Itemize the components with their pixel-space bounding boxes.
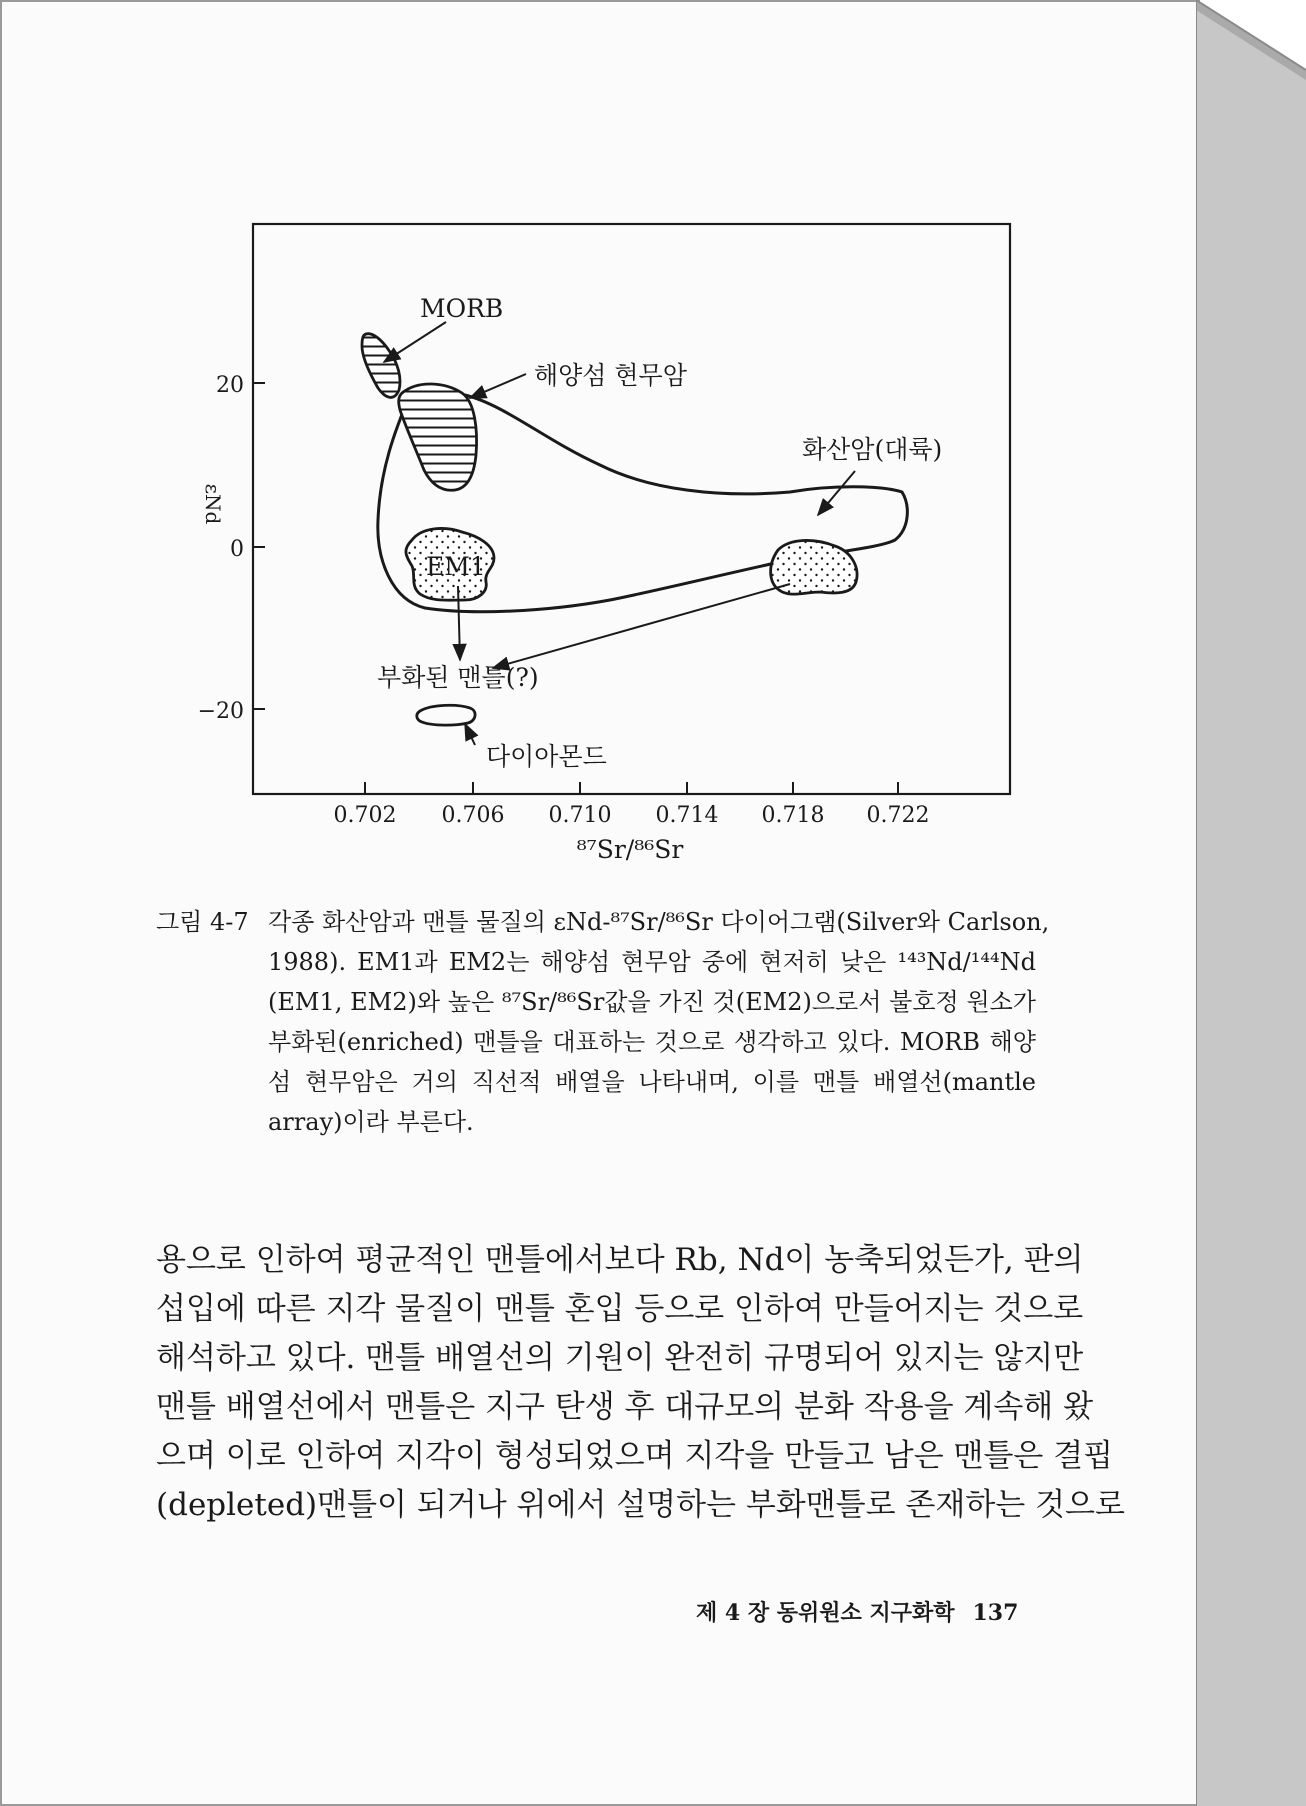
ocean-island-basalt-region [399, 384, 477, 490]
y-axis-label: εNd [201, 483, 225, 525]
body-line: 섭입에 따른 지각 물질이 맨틀 혼입 등으로 인하여 만들어지는 것으로 [156, 1291, 1084, 1327]
caption-label: 그림 4-7 [156, 908, 249, 936]
morb-label: MORB [420, 294, 504, 323]
book-page-edge [1196, 0, 1306, 1806]
diamond-region [417, 705, 475, 725]
caption-line: 각종 화산암과 맨틀 물질의 εNd-⁸⁷Sr/⁸⁶Sr 다이어그램(Silver와 Carlson, [268, 908, 1050, 936]
x-tick-label: 0.710 [548, 803, 612, 828]
continental-arrow [818, 471, 855, 515]
x-ticks [365, 782, 898, 794]
caption-line: 섬 현무암은 거의 직선적 배열을 나타내며, 이를 맨틀 배열선(mantle [268, 1068, 1036, 1096]
x-tick-label: 0.722 [866, 803, 930, 828]
x-tick-label: 0.702 [333, 803, 397, 828]
x-tick-label: 0.718 [761, 803, 825, 828]
x-tick-label: 0.714 [655, 803, 719, 828]
caption-line: array)이라 부른다. [268, 1108, 474, 1136]
diamond-label: 다이아몬드 [486, 742, 607, 771]
enriched-mantle-arrow [493, 584, 790, 668]
ocean-island-arrow [470, 374, 526, 398]
caption-line: 1988). EM1과 EM2는 해양섬 현무암 중에 현저히 낮은 ¹⁴³Nd/¹⁴⁴Nd [268, 948, 1036, 976]
isotope-diagram [0, 0, 1200, 880]
chapter-title: 제 4 장 동위원소 지구화학 [696, 1600, 955, 1626]
x-axis-label: ⁸⁷Sr/⁸⁶Sr [576, 835, 684, 864]
ocean-island-label: 해양섬 현무암 [534, 361, 687, 390]
body-line: 맨틀 배열선에서 맨틀은 지구 탄생 후 대규모의 분화 작용을 계속해 왔 [156, 1389, 1094, 1425]
caption-line: 부화된(enriched) 맨틀을 대표하는 것으로 생각하고 있다. MORB 해양 [268, 1028, 1036, 1056]
y-ticks [253, 383, 265, 709]
plot-frame [253, 224, 1010, 794]
body-paragraph [156, 1236, 1125, 1530]
em1-label: EM1 [426, 552, 486, 581]
y-tick-label: −20 [197, 699, 244, 724]
y-tick-label: 20 [216, 373, 244, 398]
diamond-arrow [465, 724, 475, 745]
body-line: (depleted)맨틀이 되거나 위에서 설명하는 부화맨틀로 존재하는 것으로 [156, 1487, 1125, 1523]
morb-arrow [384, 322, 446, 362]
body-line: 용으로 인하여 평균적인 맨틀에서보다 Rb, Nd이 농축되었든가, 판의 [156, 1242, 1084, 1278]
body-line: 해석하고 있다. 맨틀 배열선의 기원이 완전히 규명되어 있지는 않지만 [156, 1340, 1084, 1376]
caption-line: (EM1, EM2)와 높은 ⁸⁷Sr/⁸⁶Sr값을 가진 것(EM2)으로서 불호정 원소가 [268, 988, 1036, 1016]
enriched-mantle-label: 부화된 맨틀(?) [377, 663, 539, 692]
body-line: 으며 이로 인하여 지각이 형성되었으며 지각을 만들고 남은 맨틀은 결핍 [156, 1438, 1114, 1474]
x-tick-label: 0.706 [441, 803, 505, 828]
morb-region [362, 334, 400, 398]
y-tick-label: 0 [230, 537, 244, 562]
page-number: 137 [972, 1600, 1019, 1626]
continental-volcanic-label: 화산암(대륙) [802, 435, 943, 464]
page-footer [696, 1596, 1018, 1627]
